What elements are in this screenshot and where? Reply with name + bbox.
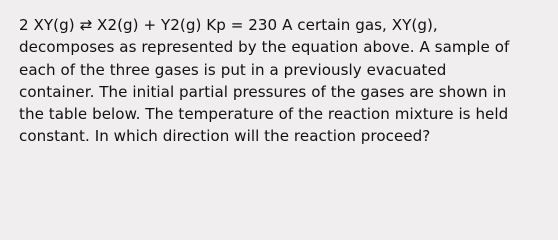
question-line: 2 XY(g) ⇄ X2(g) + Y2(g) Kp = 230 A certain gas, XY(g), (19, 16, 438, 34)
question-line: container. The initial partial pressures of the gases are shown in (19, 82, 507, 101)
question-line: decomposes as represented by the equation above. A sample of (19, 38, 510, 57)
question-line: constant. In which direction will the reaction proceed? (19, 127, 431, 146)
question-text (19, 14, 554, 148)
question-line: the table below. The temperature of the reaction mixture is held (19, 105, 509, 124)
question-line: each of the three gases is put in a previously evacuated (19, 60, 447, 79)
